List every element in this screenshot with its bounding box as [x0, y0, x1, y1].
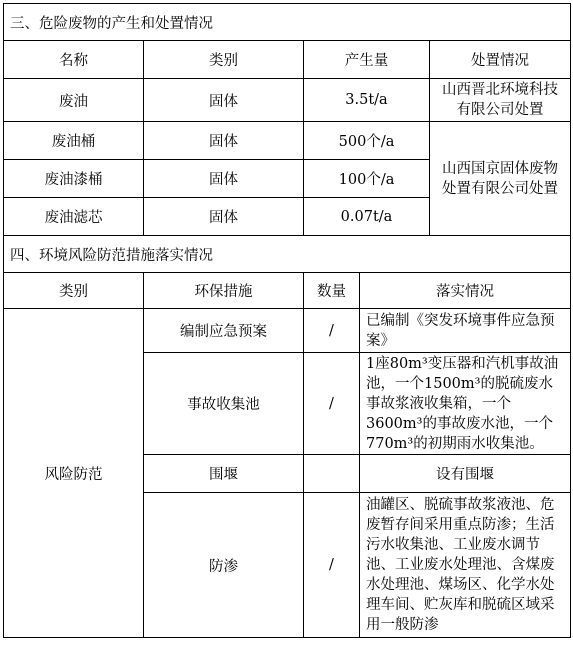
section2-title: 四、环境风险防范措施落实情况 — [4, 236, 571, 273]
waste-name: 废油滤芯 — [4, 198, 144, 236]
table-row — [4, 122, 571, 160]
waste-amount: 100个/a — [304, 160, 430, 198]
section2-header-row — [4, 273, 571, 309]
waste-amount: 500个/a — [304, 122, 430, 160]
measure-status: 已编制《突发环境事件应急预案》 — [360, 309, 571, 353]
waste-category: 固体 — [144, 79, 304, 122]
waste-category: 固体 — [144, 198, 304, 236]
risk-category: 风险防范 — [4, 309, 144, 638]
measure-name: 编制应急预案 — [144, 309, 304, 353]
waste-name: 废油漆桶 — [4, 160, 144, 198]
measure-quantity: / — [304, 493, 360, 638]
section2-title-row — [4, 236, 571, 273]
header-type: 类别 — [4, 273, 144, 309]
header-category: 类别 — [144, 41, 304, 79]
waste-name: 废油桶 — [4, 122, 144, 160]
measure-name: 防渗 — [144, 493, 304, 638]
header-quantity: 数量 — [304, 273, 360, 309]
measure-quantity: / — [304, 309, 360, 353]
section1-title-row — [4, 4, 571, 41]
measure-status: 油罐区、脱硫事故浆液池、危废暂存间采用重点防渗；生活污水收集池、工业废水调节池、工业废水处理池、含煤废水处理池、煤场区、化学水处理车间、贮灰库和脱硫区域采用一般防渗 — [360, 493, 571, 638]
report-table — [3, 3, 571, 638]
header-measure: 环保措施 — [144, 273, 304, 309]
measure-name: 围堰 — [144, 455, 304, 493]
measure-status: 设有围堰 — [360, 455, 571, 493]
measure-status: 1座80m³变压器和汽机事故油池，一个1500m³的脱硫废水事故浆液收集箱，一个3600m³的事故废水池，一个770m³的初期雨水收集池。 — [360, 353, 571, 455]
measure-quantity — [304, 455, 360, 493]
header-disposal: 处置情况 — [430, 41, 571, 79]
table-row — [4, 309, 571, 353]
header-status: 落实情况 — [360, 273, 571, 309]
header-name: 名称 — [4, 41, 144, 79]
measure-name: 事故收集池 — [144, 353, 304, 455]
waste-amount: 3.5t/a — [304, 79, 430, 122]
header-amount: 产生量 — [304, 41, 430, 79]
table-row — [4, 79, 571, 122]
disposal-info: 山西国京固体废物处置有限公司处置 — [430, 122, 571, 236]
waste-category: 固体 — [144, 160, 304, 198]
disposal-info: 山西晋北环境科技有限公司处置 — [430, 79, 571, 122]
waste-amount: 0.07t/a — [304, 198, 430, 236]
waste-name: 废油 — [4, 79, 144, 122]
section1-title: 三、危险废物的产生和处置情况 — [4, 4, 571, 41]
measure-quantity: / — [304, 353, 360, 455]
waste-category: 固体 — [144, 122, 304, 160]
section1-header-row — [4, 41, 571, 79]
